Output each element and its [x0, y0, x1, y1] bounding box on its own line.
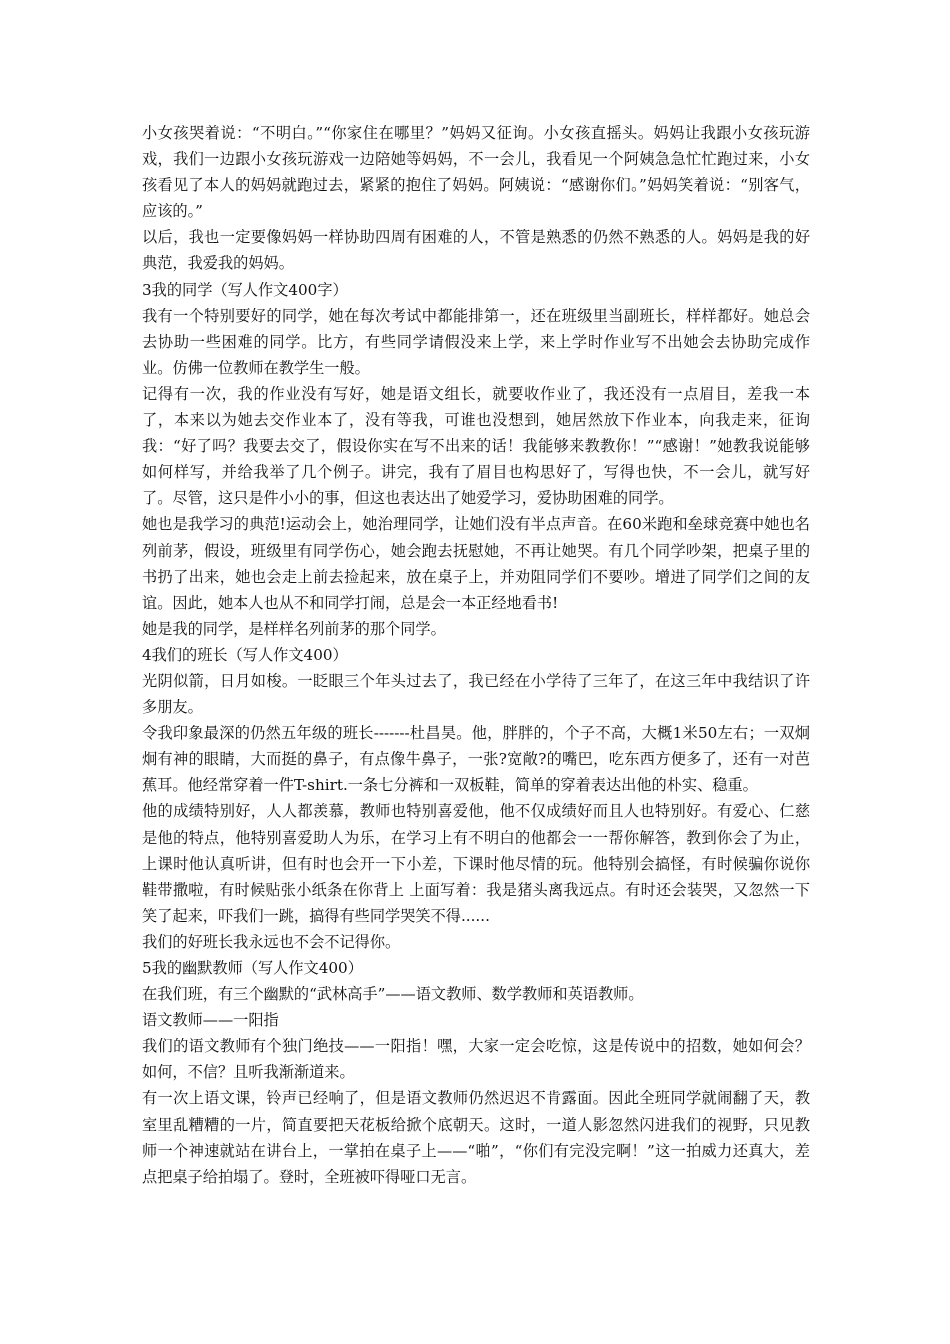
paragraph-monitor-conclusion: 我们的好班长我永远也不会不记得你。	[142, 932, 401, 951]
paragraph-mother-example: 以后，我也一定要像妈妈一样协助四周有困难的人，不管是熟悉的仍然不熟悉的人。妈妈是我的好典范，我爱我的妈妈。	[142, 228, 810, 273]
paragraph-one-finger-skill: 我们的语文教师有个独门绝技——一阳指！嘿，大家一定会吃惊，这是传说中的招数，她如何会？如何，不信？且听我渐渐道来。	[142, 1037, 810, 1082]
paragraph-homework-story: 记得有一次，我的作业没有写好，她是语文组长，就要收作业了，我还没有一点眉目，差我一本了，本来以为她去交作业本了，没有等我，可谁也没想到，她居然放下作业本，向我走来，征询我：“好了吗？我要去交了，假设你实在写不出来的话！我能够来教教你！”“感谢！”她教我说能够如何样写，并给我举了几个例子。讲完，我有了眉目也构思好了，写得也快，不一会儿，就写好了。尽管，这只是件小小的事，但这也表达出了她爱学习，爱协助困难的同学。	[142, 384, 810, 508]
subheading-chinese-teacher: 语文教师——一阳指	[142, 1011, 279, 1030]
section-heading-my-classmate: 3我的同学（写人作文400字）	[142, 280, 348, 299]
paragraph-classmate-conclusion: 她是我的同学，是样样名列前茅的那个同学。	[142, 619, 446, 638]
section-heading-humorous-teacher: 5我的幽默教师（写人作文400）	[142, 959, 363, 977]
paragraph-monitor-character: 他的成绩特别好，人人都羡慕，教师也特别喜爱他，他不仅成绩好而且人也特别好。有爱心、仁慈是他的特点，他特别喜爱助人为乐，在学习上有不明白的他都会一一帮你解答，教到你会了为止，上课时他认真听讲，但有时也会开一下小差，下课时他尽情的玩。他特别会搞怪，有时候骗你说你鞋带撒啦，有时候贴张小纸条在你背上 上面写着：我是猪头离我远点。有时还会装哭，又忽然一下笑了起来，吓我们一跳，搞得有些同学哭笑不得......	[142, 802, 810, 925]
paragraph-monitor-appearance: 令我印象最深的仍然五年级的班长-------杜昌昊。他，胖胖的，个子不高，大概1米50左右；一双炯炯有神的眼睛，大而挺的鼻子，有点像牛鼻子，一张?宽敞?的嘴巴，吃东西方便多了，还有一对芭蕉耳。他经常穿着一件T-shirt.一条七分裤和一双板鞋，简单的穿着表达出他的朴实、稳重。	[142, 724, 810, 795]
paragraph-classmate-intro: 我有一个特别要好的同学，她在每次考试中都能排第一，还在班级里当副班长，样样都好。她总会去协助一些困难的同学。比方，有些同学请假没来上学，来上学时作业写不出她会去协助完成作业。仿佛一位教师在教学生一般。	[142, 306, 810, 377]
paragraph-lost-girl: 小女孩哭着说：“不明白。”“你家住在哪里？”妈妈又征询。小女孩直摇头。妈妈让我跟小女孩玩游戏，我们一边跟小女孩玩游戏一边陪她等妈妈，不一会儿，我看见一个阿姨急急忙忙跑过来，小女孩看见了本人的妈妈就跑过去，紧紧的抱住了妈妈。阿姨说：“感谢你们。”妈妈笑着说：“别客气，应该的。”	[142, 124, 810, 221]
paragraph-time-flies: 光阴似箭，日月如梭。一眨眼三个年头过去了，我已经在小学待了三年了，在这三年中我结识了许多朋友。	[142, 671, 810, 717]
section-heading-class-monitor: 4我们的班长（写人作文400）	[142, 645, 348, 664]
paragraph-three-masters: 在我们班，有三个幽默的“武林高手”——语文教师、数学教师和英语教师。	[142, 985, 644, 1004]
paragraph-chinese-class-story: 有一次上语文课，铃声已经响了，但是语文教师仍然迟迟不肯露面。因此全班同学就闹翻了天，教室里乱糟糟的一片，简直要把天花板给掀个底朝天。这时，一道人影忽然闪进我们的视野，只见教师一个神速就站在讲台上，一掌拍在桌子上——“啪”，“你们有完没完啊！”这一拍威力还真大，差点把桌子给拍塌了。登时，全班被吓得哑口无言。	[142, 1089, 810, 1186]
paragraph-classmate-example: 她也是我学习的典范!运动会上，她治理同学，让她们没有半点声音。在60米跑和垒球竞赛中她也名列前茅，假设，班级里有同学伤心，她会跑去抚慰她，不再让她哭。有几个同学吵架，把桌子里的书扔了出来，她也会走上前去捡起来，放在桌子上，并劝阻同学们不要吵。增进了同学们之间的友谊。因此，她本人也从不和同学打闹，总是会一本正经地看书!	[142, 515, 810, 612]
document-body	[142, 120, 810, 1190]
